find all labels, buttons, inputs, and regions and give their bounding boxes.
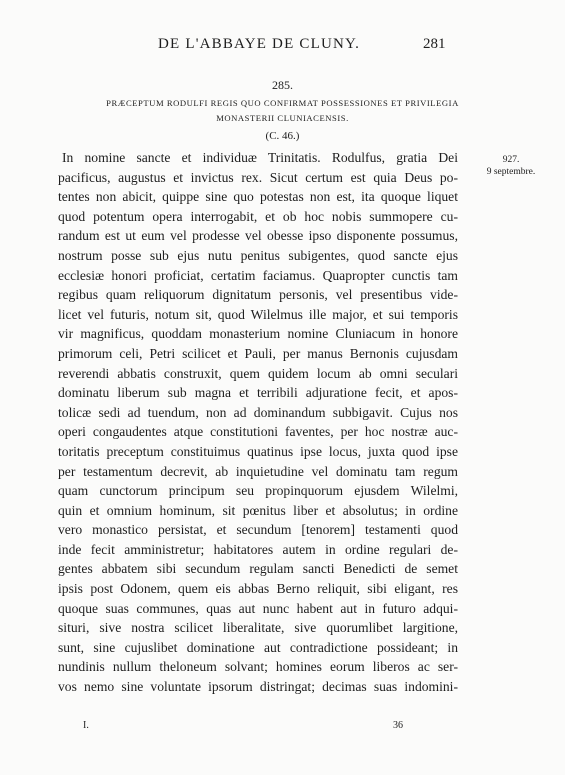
- body-line: toritatis preceptum constituimus quatinus ipse locus, juxta quod ipse: [58, 443, 458, 459]
- page-number: 281: [423, 36, 446, 52]
- body-line: nundinis nullum theloneum solvant; homines eorum liberos ac ser-: [58, 659, 458, 675]
- body-line: dominatu liberum sub magna et terribili adjuratione fecit, et apos-: [58, 385, 458, 401]
- sheet-number: 36: [393, 720, 403, 731]
- body-line: regibus quam reliquorum dignitatum personis, vel presentibus vide-: [58, 287, 458, 303]
- body-line: ipsis post Odonem, quem eis abbas Berno reliquit, sibi eligant, res: [58, 581, 458, 597]
- body-line: sunt, sine cujuslibet dominatione aut contradictione possideant; in: [58, 639, 458, 655]
- charter-title-line: MONASTERII CLUNIACENSIS.: [216, 113, 349, 123]
- margin-year: 927.: [502, 155, 520, 165]
- body-line: primorum celi, Petri scilicet et Pauli, per manus Bernonis cujusdam: [58, 345, 458, 361]
- body-line: quod potentum opera interrogabit, et ob hoc nobis summopere cu-: [58, 208, 458, 224]
- charter-body-text: [58, 148, 458, 697]
- body-line: licet vel futuris, notum sit, quod Wilelmus ille major, et sui temporis: [58, 306, 458, 322]
- body-line: quam cunctorum principum seu propinquorum ejusdem Wilelmi,: [58, 483, 458, 499]
- body-line: quin et omnium hominum, sit pœnitus liber et absolutus; in ordine: [58, 502, 458, 518]
- body-line: In nomine sancte et individuæ Trinitatis. Rodulfus, gratia Dei: [62, 150, 458, 165]
- body-line: vos nemo sine voluntate ipsorum distringat; decimas suas indomini-: [58, 679, 458, 695]
- body-line: quoque suas communes, quas aut nunc habent aut in futuro adqui-: [58, 600, 458, 616]
- body-line: per testamentum decrevit, ab inquietudine vel dominatu tam regum: [58, 463, 458, 479]
- signature-mark: I.: [83, 720, 89, 731]
- body-line: reverendi abbatis construxit, quem quidem locum ab omni seculari: [58, 365, 458, 381]
- charter-title: [60, 96, 505, 126]
- body-line: tolicæ sedi ad tuendum, non ad dominandum subbigavit. Cujus nos: [58, 404, 458, 420]
- body-line: pacificus, augustus et invictus rex. Sicut certum est quia Deus po-: [58, 169, 458, 185]
- body-line: nostrum posse sub ejus nutu penitus subigentes, quod sancte ejus: [58, 247, 458, 263]
- body-line: situri, sive nostra scilicet liberalitate, sive quorumlibet largitione,: [58, 620, 458, 636]
- running-title: DE L'ABBAYE DE CLUNY.: [158, 36, 361, 52]
- body-line: inde fecit amministretur; habitatores autem in ordine regulari de-: [58, 541, 458, 557]
- charter-number: 285.: [272, 78, 293, 92]
- body-line: vero monastico persistat, et secundum [tenorem] testamenti quod: [58, 522, 458, 538]
- margin-date: 9 septembre.: [486, 167, 536, 177]
- margin-date-note: [473, 154, 549, 178]
- charter-title-line: PRÆCEPTUM RODULFI REGIS QUO CONFIRMAT POSSESSIONES ET PRIVILEGIA: [106, 98, 459, 108]
- body-line: ecclesiæ honori proficiat, certatim faciamus. Quapropter cunctis tam: [58, 267, 458, 283]
- body-line: operi congaudentes atque constitutioni faventes, per hoc nostræ auc-: [58, 424, 458, 440]
- body-line: gentes abbatem sibi secundum regulam sancti Benedicti de semet: [58, 561, 458, 577]
- body-line: tentes non abicit, quippe sine quo potestas non est, ita quoque liquet: [58, 189, 458, 205]
- body-line: vir magnificus, quoddam monasterium nomine Cluniacum in honore: [58, 326, 458, 342]
- body-line: randum est ut eum vel prodesse vel obesse ipso disponente possumus,: [58, 228, 458, 244]
- running-head: [0, 36, 565, 56]
- charter-reference: (C. 46.): [265, 130, 300, 142]
